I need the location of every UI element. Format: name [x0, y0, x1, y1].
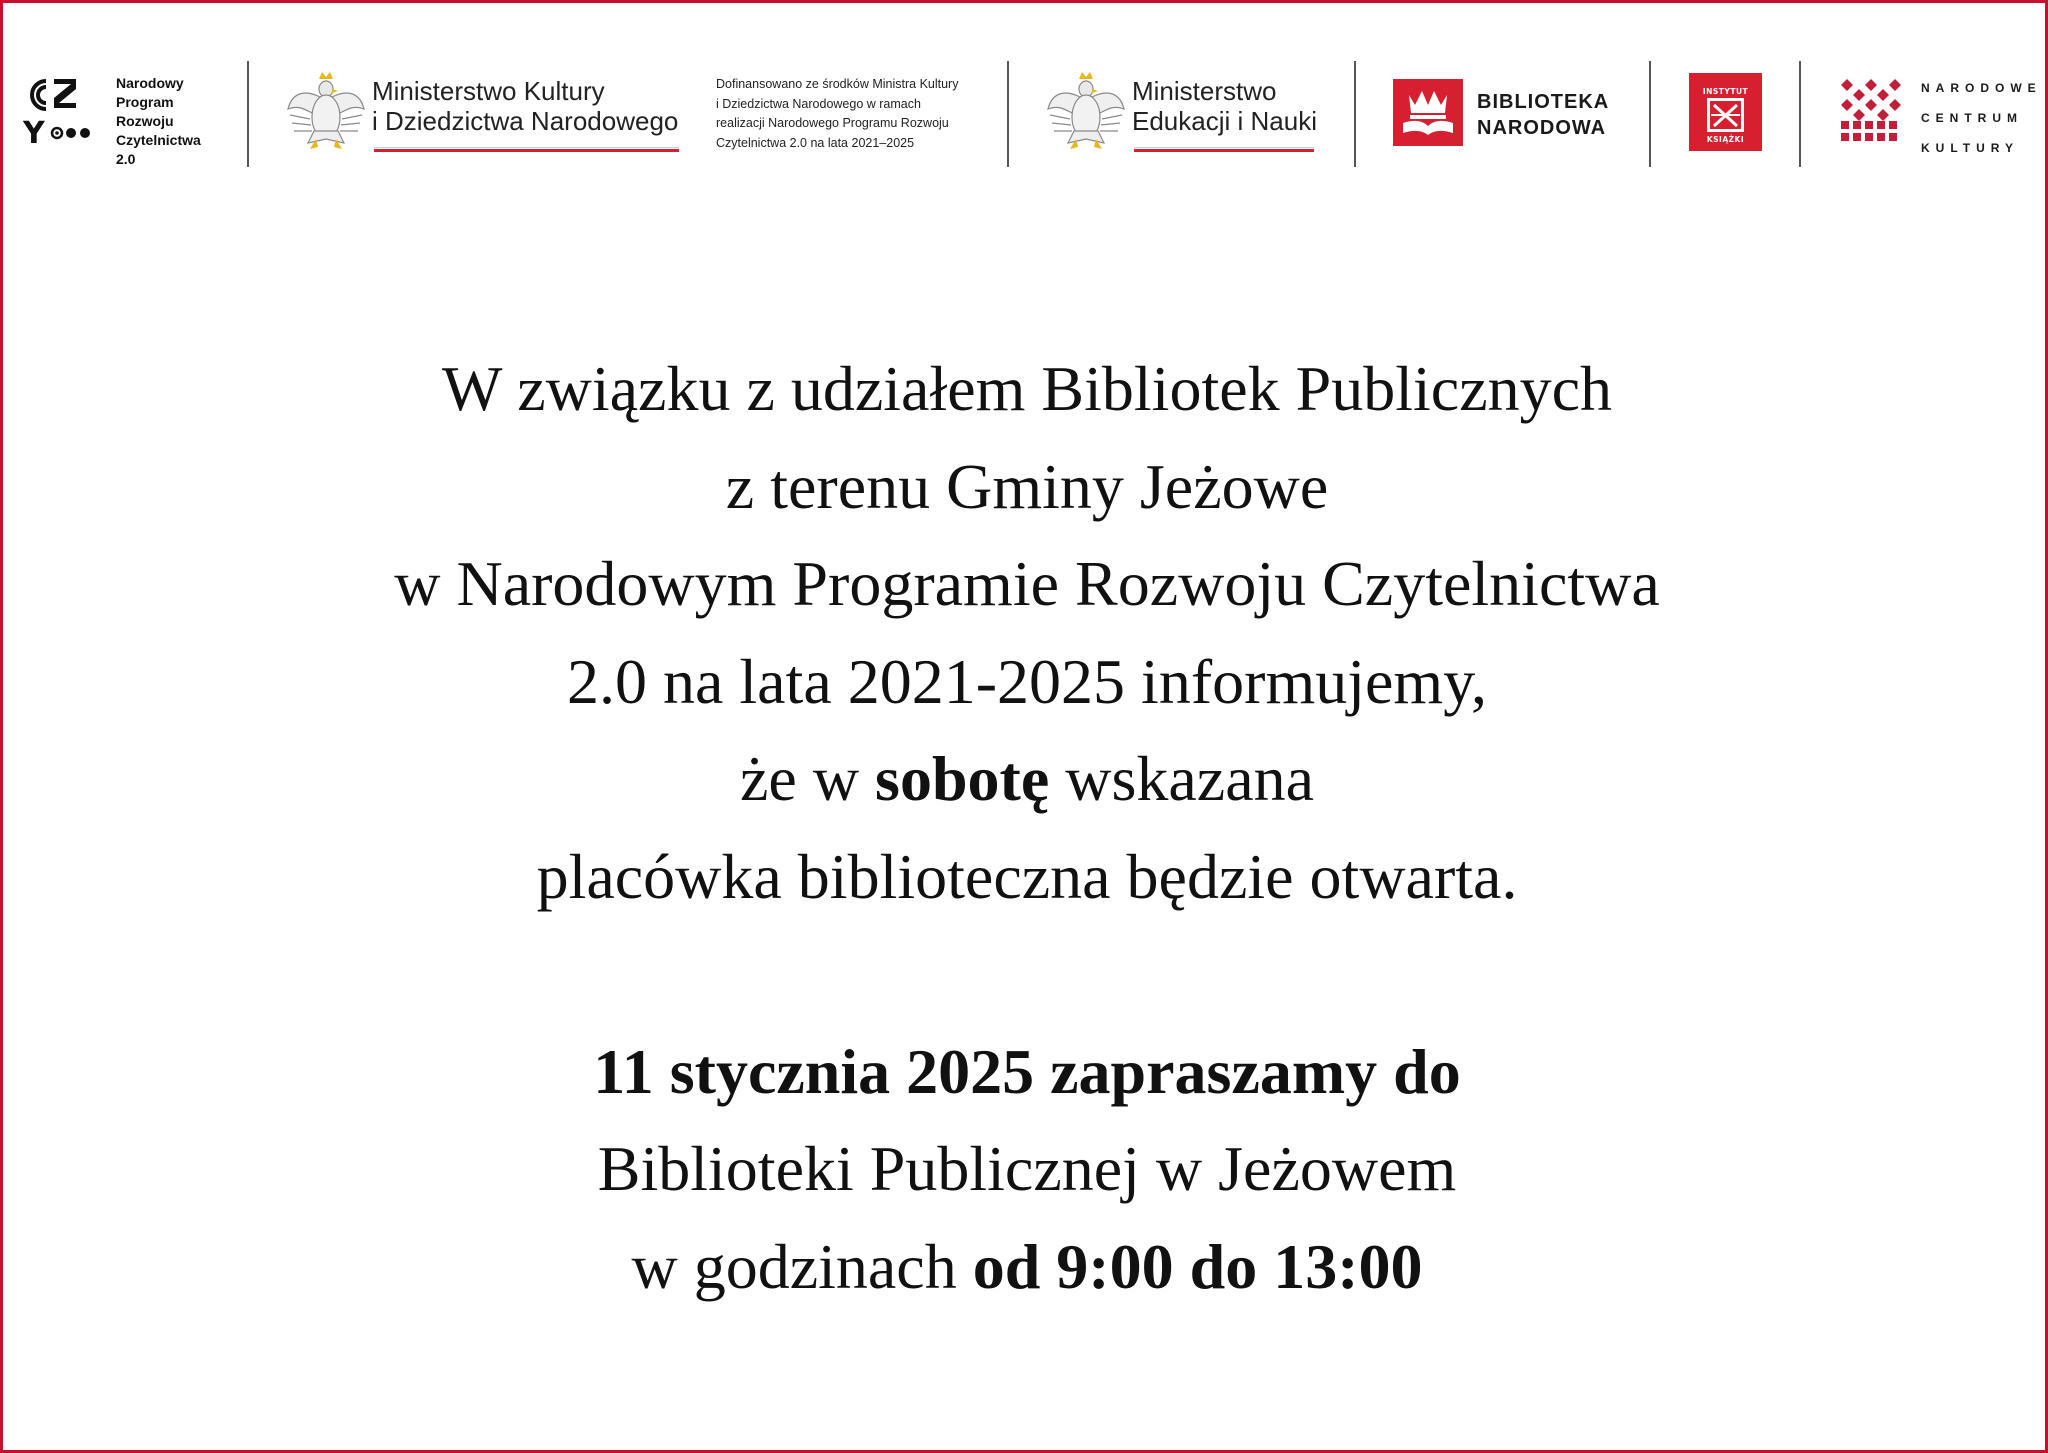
announcement-text-span: że w [740, 743, 876, 814]
nprc-name-line: Czytelnictwa [116, 132, 201, 148]
event-date-line: 11 stycznia 2025 zapraszamy do [593, 1035, 1461, 1107]
sponsor-logo-band [3, 3, 2048, 223]
nprc-name-line: Rozwoju [116, 113, 174, 129]
announcement-line: w Narodowym Programie Rozwoju Czytelnictwa [394, 548, 1660, 619]
men-name-line: Edukacji i Nauki [1132, 106, 1317, 136]
mkdn-name-line: Ministerstwo Kultury [372, 76, 605, 106]
svg-text:Y: Y [23, 116, 45, 147]
nck-diamond-pattern-icon [1839, 77, 1903, 147]
library-name-line: Biblioteki Publicznej w Jeżowem [597, 1133, 1457, 1204]
crown-book-icon [1393, 79, 1463, 146]
logo-divider [1649, 61, 1651, 167]
logo-divider [1799, 61, 1801, 167]
announcement-text-span: wskazana [1049, 743, 1314, 814]
logo-divider [1354, 61, 1356, 167]
nprc-logo-icon [21, 75, 97, 147]
announcement-line: placówka biblioteczna będzie otwarta. [536, 840, 1518, 912]
paragraph-spacer [3, 925, 2048, 1023]
nck-name-line: NARODOWE [1921, 81, 2042, 95]
announcement-text-span: w godzinach [631, 1230, 973, 1302]
ik-book-mark [1707, 98, 1744, 132]
nck-name-line: CENTRUM [1921, 111, 2023, 125]
opening-hours: od 9:00 do 13:00 [972, 1230, 1423, 1302]
mkdn-name-line: i Dziedzictwa Narodowego [372, 106, 679, 136]
opening-hours-line [3, 1218, 2048, 1316]
funding-note-line: realizacji Narodowego Programu Rozwoju [716, 116, 949, 130]
announcement-line: z terenu Gminy Jeżowe [725, 450, 1329, 522]
polish-eagle-icon [286, 69, 366, 155]
mkdn-name [372, 76, 678, 136]
polish-eagle-icon [1046, 69, 1126, 155]
instytut-ksiazki-icon [1689, 73, 1762, 151]
logo-divider [247, 61, 249, 167]
ik-name-line: INSTYTUT [1702, 87, 1749, 96]
announcement-line: 2.0 na lata 2021-2025 informujemy, [566, 645, 1488, 717]
nck-name [1921, 73, 2042, 163]
funding-note-line: Dofinansowano ze środków Ministra Kultury [716, 77, 959, 91]
mkdn-flag-underline [374, 147, 679, 152]
bn-name [1477, 89, 1609, 141]
men-name-line: Ministerstwo [1132, 76, 1277, 106]
nprc-name-line: 2.0 [116, 151, 136, 167]
nprc-name-line: Narodowy [116, 75, 184, 91]
men-flag-underline [1134, 147, 1314, 152]
funding-note-line: Czytelnictwa 2.0 na lata 2021–2025 [716, 135, 915, 150]
logo-divider [1007, 61, 1009, 167]
nprc-name-line: Program [116, 94, 174, 110]
saturday-emphasis: sobotę [875, 743, 1050, 814]
funding-note-line: i Dziedzictwa Narodowego w ramach [716, 96, 921, 111]
announcement-text [3, 340, 2048, 1315]
announcement-line [3, 730, 2048, 828]
bn-name-line: BIBLIOTEKA [1477, 91, 1610, 113]
nprc-name [116, 74, 201, 169]
bn-name-line: NARODOWA [1477, 117, 1607, 139]
ik-name-line: KSIĄŻKI [1706, 135, 1745, 144]
nck-name-line: KULTURY [1921, 141, 2019, 155]
announcement-line: W związku z udziałem Bibliotek Publicznych [441, 353, 1613, 424]
funding-note [716, 75, 958, 153]
men-name [1132, 76, 1317, 136]
